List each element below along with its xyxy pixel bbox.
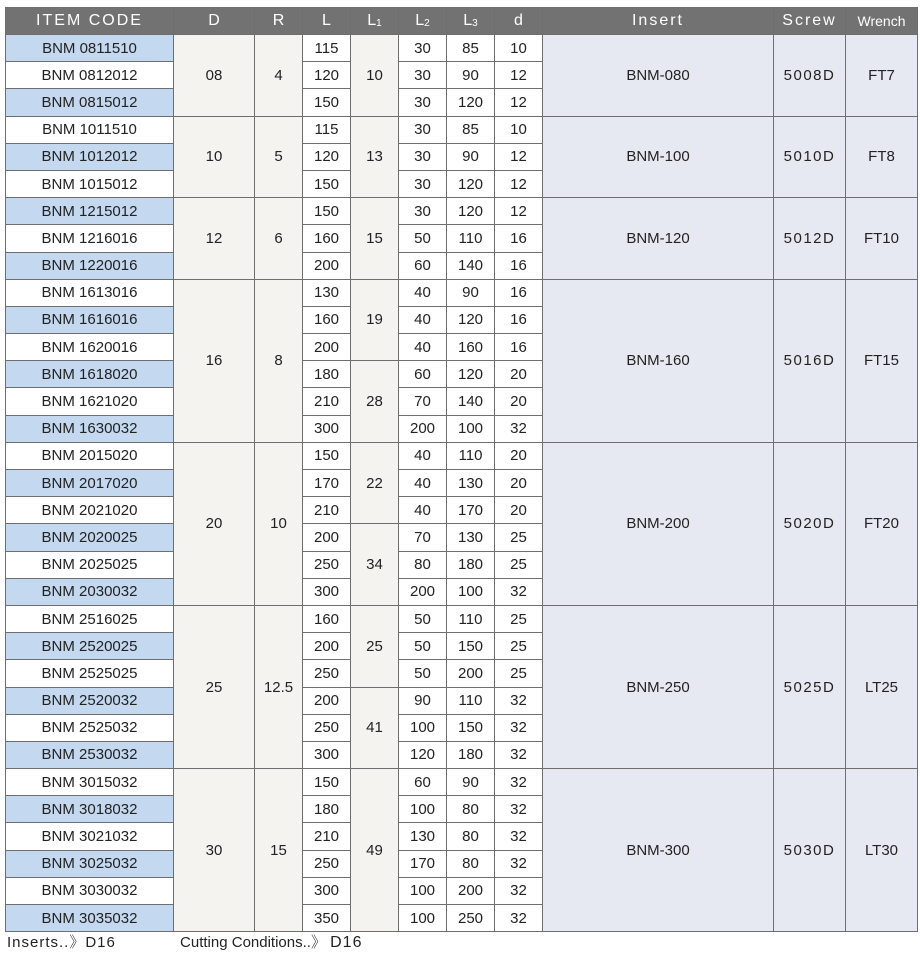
length-l2-cell: 100 [399,905,447,932]
header-l2: $L_2$ [399,8,447,35]
header-l1: $L_1$ [351,8,399,35]
insert-cell: BNM-300 [543,769,774,932]
radius-cell: 15 [255,769,303,932]
screw-cell: 5016D [774,279,846,442]
length-l2-cell: 30 [399,35,447,62]
shank-d-cell: 20 [495,388,543,415]
header-d-small: d [495,8,543,35]
item-code-cell: BNM 2017020 [6,470,174,497]
length-l-cell: 180 [303,361,351,388]
item-code-cell: BNM 1215012 [6,198,174,225]
radius-cell: 5 [255,116,303,198]
insert-cell: BNM-160 [543,279,774,442]
shank-d-cell: 32 [495,905,543,932]
item-code-cell: BNM 1616016 [6,306,174,333]
shank-d-cell: 25 [495,551,543,578]
length-l1-cell: 13 [351,116,399,198]
item-code-cell: BNM 3015032 [6,769,174,796]
shank-d-cell: 16 [495,225,543,252]
wrench-cell: FT7 [846,35,918,117]
length-l2-cell: 70 [399,388,447,415]
screw-cell: 5030D [774,769,846,932]
shank-d-cell: 25 [495,605,543,632]
length-l3-cell: 150 [447,633,495,660]
length-l-cell: 115 [303,35,351,62]
length-l2-cell: 50 [399,225,447,252]
header-wrench: Wrench [846,8,918,35]
diameter-cell: 25 [174,605,255,768]
length-l3-cell: 150 [447,714,495,741]
shank-d-cell: 25 [495,524,543,551]
length-l3-cell: 110 [447,225,495,252]
item-code-cell: BNM 0815012 [6,89,174,116]
item-code-cell: BNM 2015020 [6,442,174,469]
length-l3-cell: 120 [447,198,495,225]
length-l3-cell: 110 [447,442,495,469]
length-l-cell: 115 [303,116,351,143]
length-l2-cell: 40 [399,497,447,524]
radius-cell: 10 [255,442,303,605]
item-code-cell: BNM 0812012 [6,62,174,89]
length-l3-cell: 90 [447,62,495,89]
footer-references [7,931,362,952]
wrench-cell: LT25 [846,605,918,768]
length-l-cell: 150 [303,198,351,225]
diameter-cell: 16 [174,279,255,442]
header-insert: Insert [543,8,774,35]
table-row [6,769,918,796]
shank-d-cell: 20 [495,470,543,497]
length-l-cell: 250 [303,714,351,741]
length-l-cell: 210 [303,823,351,850]
shank-d-cell: 20 [495,442,543,469]
length-l-cell: 180 [303,796,351,823]
shank-d-cell: 12 [495,143,543,170]
shank-d-cell: 32 [495,687,543,714]
insert-cell: BNM-100 [543,116,774,198]
length-l3-cell: 140 [447,252,495,279]
length-l1-cell: 15 [351,198,399,280]
length-l1-cell: 49 [351,769,399,932]
length-l3-cell: 80 [447,850,495,877]
shank-d-cell: 16 [495,279,543,306]
item-code-cell: BNM 2021020 [6,497,174,524]
screw-cell: 5008D [774,35,846,117]
insert-cell: BNM-120 [543,198,774,280]
header-r: R [255,8,303,35]
length-l2-cell: 100 [399,877,447,904]
length-l3-cell: 130 [447,524,495,551]
wrench-cell: FT20 [846,442,918,605]
diameter-cell: 20 [174,442,255,605]
tool-spec-table [5,7,918,932]
item-code-cell: BNM 0811510 [6,35,174,62]
item-code-cell: BNM 2520025 [6,633,174,660]
length-l2-cell: 60 [399,769,447,796]
length-l3-cell: 85 [447,116,495,143]
length-l1-cell: 10 [351,35,399,117]
item-code-cell: BNM 1621020 [6,388,174,415]
item-code-cell: BNM 2530032 [6,741,174,768]
screw-cell: 5010D [774,116,846,198]
diameter-cell: 10 [174,116,255,198]
length-l3-cell: 110 [447,687,495,714]
length-l-cell: 200 [303,524,351,551]
radius-cell: 12.5 [255,605,303,768]
shank-d-cell: 16 [495,334,543,361]
screw-cell: 5012D [774,198,846,280]
length-l3-cell: 130 [447,470,495,497]
radius-cell: 4 [255,35,303,117]
length-l3-cell: 160 [447,334,495,361]
length-l-cell: 210 [303,388,351,415]
length-l2-cell: 60 [399,252,447,279]
item-code-cell: BNM 3021032 [6,823,174,850]
length-l2-cell: 120 [399,741,447,768]
shank-d-cell: 20 [495,361,543,388]
length-l3-cell: 85 [447,35,495,62]
length-l2-cell: 50 [399,660,447,687]
length-l1-cell: 28 [351,361,399,443]
length-l-cell: 150 [303,89,351,116]
length-l2-cell: 100 [399,796,447,823]
item-code-cell: BNM 1216016 [6,225,174,252]
item-code-cell: BNM 1613016 [6,279,174,306]
wrench-cell: FT8 [846,116,918,198]
header-row [6,8,918,35]
length-l-cell: 150 [303,170,351,197]
shank-d-cell: 25 [495,633,543,660]
header-d-diameter: D [174,8,255,35]
length-l-cell: 160 [303,225,351,252]
length-l3-cell: 90 [447,769,495,796]
length-l3-cell: 180 [447,551,495,578]
length-l2-cell: 30 [399,116,447,143]
item-code-cell: BNM 3018032 [6,796,174,823]
shank-d-cell: 16 [495,252,543,279]
item-code-cell: BNM 3025032 [6,850,174,877]
length-l1-cell: 25 [351,605,399,687]
wrench-cell: LT30 [846,769,918,932]
item-code-cell: BNM 2525025 [6,660,174,687]
item-code-cell: BNM 2030032 [6,578,174,605]
insert-cell: BNM-200 [543,442,774,605]
item-code-cell: BNM 2525032 [6,714,174,741]
table-body [6,35,918,932]
length-l-cell: 160 [303,605,351,632]
length-l1-cell: 41 [351,687,399,769]
shank-d-cell: 10 [495,35,543,62]
shank-d-cell: 32 [495,823,543,850]
screw-cell: 5025D [774,605,846,768]
item-code-cell: BNM 2516025 [6,605,174,632]
length-l1-cell: 19 [351,279,399,361]
wrench-cell: FT15 [846,279,918,442]
wrench-cell: FT10 [846,198,918,280]
shank-d-cell: 12 [495,198,543,225]
length-l3-cell: 80 [447,796,495,823]
shank-d-cell: 32 [495,796,543,823]
item-code-cell: BNM 2020025 [6,524,174,551]
item-code-cell: BNM 1220016 [6,252,174,279]
shank-d-cell: 32 [495,769,543,796]
length-l-cell: 250 [303,660,351,687]
length-l3-cell: 90 [447,279,495,306]
length-l3-cell: 110 [447,605,495,632]
length-l3-cell: 120 [447,170,495,197]
shank-d-cell: 16 [495,306,543,333]
header-l: L [303,8,351,35]
length-l1-cell: 22 [351,442,399,524]
item-code-cell: BNM 1015012 [6,170,174,197]
length-l3-cell: 180 [447,741,495,768]
length-l3-cell: 90 [447,143,495,170]
length-l3-cell: 120 [447,89,495,116]
insert-cell: BNM-080 [543,35,774,117]
length-l2-cell: 70 [399,524,447,551]
shank-d-cell: 32 [495,877,543,904]
length-l2-cell: 130 [399,823,447,850]
table-row [6,605,918,632]
insert-cell: BNM-250 [543,605,774,768]
shank-d-cell: 32 [495,741,543,768]
length-l-cell: 150 [303,769,351,796]
item-code-cell: BNM 1618020 [6,361,174,388]
length-l-cell: 250 [303,551,351,578]
radius-cell: 6 [255,198,303,280]
shank-d-cell: 12 [495,62,543,89]
length-l-cell: 300 [303,415,351,442]
length-l-cell: 200 [303,633,351,660]
header-item-code: ITEM CODE [6,8,174,35]
length-l-cell: 300 [303,877,351,904]
length-l-cell: 300 [303,578,351,605]
length-l2-cell: 30 [399,62,447,89]
diameter-cell: 12 [174,198,255,280]
radius-cell: 8 [255,279,303,442]
length-l2-cell: 90 [399,687,447,714]
length-l3-cell: 100 [447,415,495,442]
shank-d-cell: 32 [495,714,543,741]
header-l3: $L_3$ [447,8,495,35]
length-l2-cell: 40 [399,334,447,361]
length-l-cell: 200 [303,687,351,714]
item-code-cell: BNM 3030032 [6,877,174,904]
table-row [6,198,918,225]
shank-d-cell: 10 [495,116,543,143]
length-l2-cell: 30 [399,143,447,170]
length-l3-cell: 170 [447,497,495,524]
length-l-cell: 200 [303,252,351,279]
length-l2-cell: 50 [399,605,447,632]
cutting-conditions-reference-link[interactable]: Cutting Conditions..》 D16 [180,934,363,951]
length-l2-cell: 30 [399,198,447,225]
table-row [6,35,918,62]
length-l2-cell: 40 [399,470,447,497]
item-code-cell: BNM 2025025 [6,551,174,578]
shank-d-cell: 32 [495,415,543,442]
length-l3-cell: 100 [447,578,495,605]
length-l3-cell: 200 [447,877,495,904]
diameter-cell: 30 [174,769,255,932]
item-code-cell: BNM 1620016 [6,334,174,361]
length-l-cell: 120 [303,62,351,89]
length-l3-cell: 120 [447,361,495,388]
length-l3-cell: 140 [447,388,495,415]
table-row [6,442,918,469]
length-l2-cell: 30 [399,170,447,197]
length-l3-cell: 250 [447,905,495,932]
length-l-cell: 200 [303,334,351,361]
length-l2-cell: 30 [399,89,447,116]
screw-cell: 5020D [774,442,846,605]
table-row [6,279,918,306]
length-l2-cell: 60 [399,361,447,388]
length-l-cell: 250 [303,850,351,877]
header-screw: Screw [774,8,846,35]
item-code-cell: BNM 1630032 [6,415,174,442]
length-l-cell: 170 [303,470,351,497]
shank-d-cell: 25 [495,660,543,687]
length-l-cell: 130 [303,279,351,306]
length-l3-cell: 120 [447,306,495,333]
length-l-cell: 160 [303,306,351,333]
length-l2-cell: 200 [399,415,447,442]
item-code-cell: BNM 2520032 [6,687,174,714]
item-code-cell: BNM 1011510 [6,116,174,143]
length-l3-cell: 80 [447,823,495,850]
length-l2-cell: 170 [399,850,447,877]
length-l-cell: 120 [303,143,351,170]
table-row [6,116,918,143]
length-l-cell: 350 [303,905,351,932]
length-l2-cell: 200 [399,578,447,605]
length-l2-cell: 50 [399,633,447,660]
length-l-cell: 210 [303,497,351,524]
diameter-cell: 08 [174,35,255,117]
shank-d-cell: 32 [495,850,543,877]
length-l2-cell: 40 [399,279,447,306]
shank-d-cell: 32 [495,578,543,605]
length-l2-cell: 40 [399,442,447,469]
length-l1-cell: 34 [351,524,399,606]
item-code-cell: BNM 1012012 [6,143,174,170]
item-code-cell: BNM 3035032 [6,905,174,932]
inserts-reference-link[interactable]: Inserts..》D16 [7,934,116,951]
shank-d-cell: 12 [495,89,543,116]
length-l-cell: 150 [303,442,351,469]
length-l-cell: 300 [303,741,351,768]
length-l2-cell: 40 [399,306,447,333]
length-l2-cell: 80 [399,551,447,578]
shank-d-cell: 20 [495,497,543,524]
length-l2-cell: 100 [399,714,447,741]
shank-d-cell: 12 [495,170,543,197]
length-l3-cell: 200 [447,660,495,687]
